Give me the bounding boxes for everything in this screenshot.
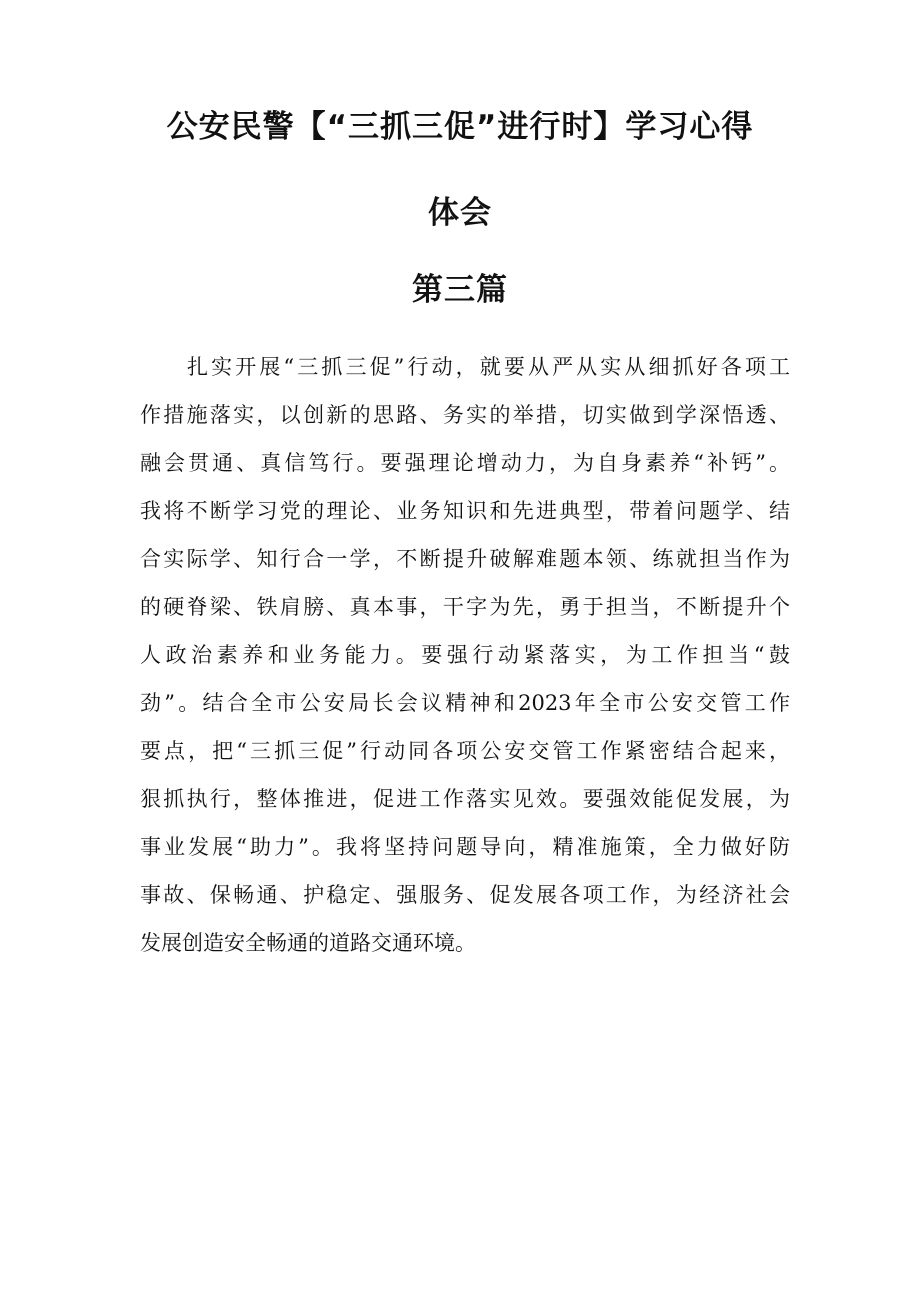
paragraph-line: 狠抓执行，整体推进，促进工作落实见效。要强效能促发展，为 [140, 787, 790, 811]
paragraph-line: 要点，把“三抓三促”行动同各项公安交管工作紧密结合起来， [140, 739, 790, 763]
document-title-line-1: 公安民警【“三抓三促”进行时】学习心得 [166, 109, 754, 145]
paragraph-line: 发展创造安全畅通的道路交通环境。 [140, 931, 476, 955]
paragraph-line: 合实际学、知行合一学，不断提升破解难题本领、练就担当作为 [140, 547, 790, 571]
paragraph-line: 扎实开展“三抓三促”行动，就要从严从实从细抓好各项工 [187, 355, 790, 379]
paragraph-line: 作措施落实，以创新的思路、务实的举措，切实做到学深悟透、 [140, 403, 790, 427]
paragraph-line: 融会贯通、真信笃行。要强理论增动力，为自身素养“补钙”。 [140, 451, 790, 475]
paragraph-line: 人政治素养和业务能力。要强行动紧落实，为工作担当“鼓 [140, 643, 790, 667]
paragraph-line: 劲”。结合全市公安局长会议精神和2023年全市公安交管工作 [140, 691, 790, 715]
paragraph-line: 我将不断学习党的理论、业务知识和先进典型，带着问题学、结 [140, 499, 790, 523]
paragraph-line: 的硬脊梁、铁肩膀、真本事，干字为先，勇于担当，不断提升个 [140, 595, 790, 619]
document-subtitle: 第三篇 [412, 272, 508, 308]
paragraph-line: 事业发展“助力”。我将坚持问题导向，精准施策，全力做好防 [140, 835, 790, 859]
paragraph-line: 事故、保畅通、护稳定、强服务、促发展各项工作，为经济社会 [140, 883, 790, 907]
document-title-line-2: 体会 [428, 195, 492, 231]
